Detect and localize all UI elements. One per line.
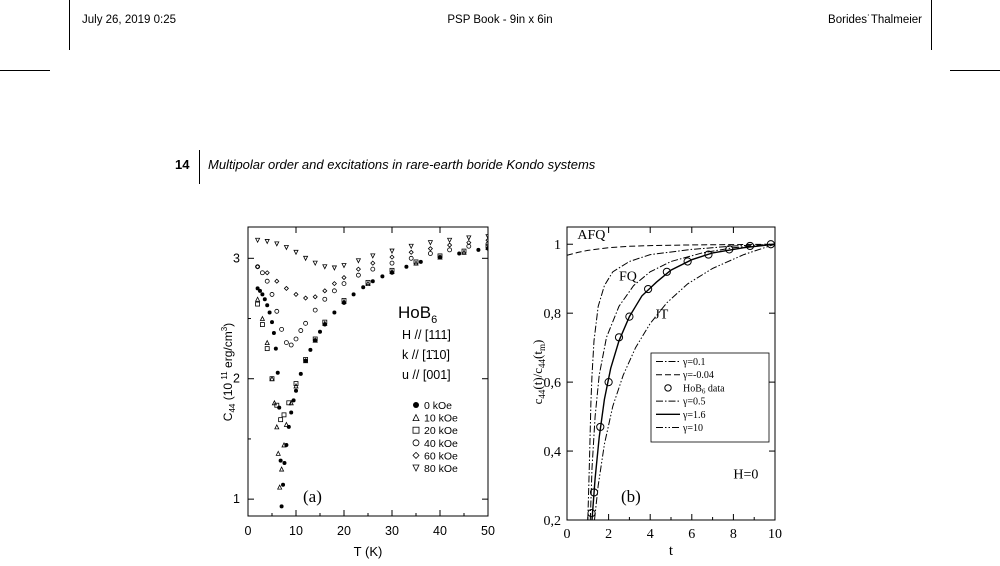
data-point bbox=[265, 279, 269, 283]
data-point bbox=[356, 267, 360, 271]
data-point bbox=[356, 273, 360, 277]
data-point bbox=[272, 331, 276, 335]
panel-a-xtick-label: 0 bbox=[244, 524, 252, 538]
data-point bbox=[332, 266, 336, 270]
data-point bbox=[278, 485, 282, 489]
legend-label-data: HoB$_6$ data bbox=[683, 383, 725, 396]
panel-b-xtick-label: 0 bbox=[563, 527, 571, 542]
data-point bbox=[413, 415, 419, 421]
data-point bbox=[323, 297, 327, 301]
data-point bbox=[284, 286, 288, 290]
data-point bbox=[275, 309, 279, 313]
data-point bbox=[419, 260, 423, 264]
panel-a-ytick-label: 1 bbox=[233, 492, 240, 507]
panel-a-xtick-label: 50 bbox=[481, 524, 495, 538]
data-point bbox=[366, 282, 370, 286]
data-point bbox=[390, 249, 394, 253]
data-point bbox=[342, 276, 346, 280]
legend-label: 80 kOe bbox=[424, 463, 458, 475]
data-point bbox=[265, 271, 269, 275]
legend-label: 60 kOe bbox=[424, 450, 458, 463]
data-point bbox=[304, 256, 308, 260]
annotation-afq: AFQ bbox=[577, 228, 606, 244]
data-point bbox=[258, 289, 262, 293]
data-point bbox=[413, 452, 419, 458]
data-point bbox=[265, 341, 269, 345]
series-60-koe bbox=[256, 238, 490, 300]
annotation-jt: JT bbox=[654, 307, 669, 323]
data-point bbox=[313, 308, 317, 312]
data-point bbox=[371, 279, 375, 283]
data-point bbox=[284, 422, 288, 426]
data-point bbox=[280, 327, 284, 331]
data-point bbox=[428, 251, 432, 255]
data-point bbox=[256, 302, 260, 306]
panel-b-label: (b) bbox=[621, 487, 641, 506]
data-point bbox=[588, 510, 595, 517]
data-point bbox=[256, 265, 260, 269]
data-point bbox=[304, 296, 308, 300]
running-header-file: Borides˙Thalmeier bbox=[828, 14, 922, 26]
legend-label: 20 kOe bbox=[424, 425, 458, 438]
panel-a-label: (a) bbox=[303, 487, 322, 506]
data-point bbox=[371, 261, 375, 265]
data-point bbox=[260, 323, 264, 327]
data-point bbox=[294, 250, 298, 254]
panel-b bbox=[530, 227, 782, 559]
data-point bbox=[274, 347, 278, 351]
material-label: HoB$_6$ bbox=[398, 303, 438, 326]
data-point bbox=[270, 292, 274, 296]
page-number: 14 bbox=[175, 157, 190, 172]
panel-b-ytick-label: 0,2 bbox=[543, 514, 561, 529]
data-point bbox=[260, 271, 264, 275]
data-point bbox=[294, 337, 298, 341]
panel-b-ytick-label: 0,6 bbox=[543, 376, 561, 392]
data-point bbox=[265, 303, 269, 307]
panel-b-xtick-label: 2 bbox=[605, 527, 613, 542]
data-point bbox=[260, 317, 264, 321]
data-point bbox=[413, 427, 419, 433]
curve-γ=-0.04 bbox=[567, 244, 775, 255]
data-point bbox=[275, 242, 279, 246]
legend-label: γ=-0.04 bbox=[683, 370, 714, 382]
data-point bbox=[276, 451, 280, 455]
panel-b-xlabel: t bbox=[668, 543, 674, 559]
data-point bbox=[299, 329, 303, 333]
data-point bbox=[404, 265, 408, 269]
data-point bbox=[448, 248, 452, 252]
data-point bbox=[413, 402, 419, 408]
data-point bbox=[361, 285, 365, 289]
panel-a-xtick-label: 30 bbox=[385, 524, 399, 538]
running-header-book: PSP Book - 9in x 6in bbox=[447, 14, 553, 26]
panel-b-ytick-label: 1 bbox=[554, 238, 561, 254]
data-point bbox=[371, 267, 375, 271]
data-point bbox=[304, 321, 308, 325]
data-point bbox=[467, 236, 471, 240]
data-point bbox=[289, 410, 293, 414]
data-point bbox=[414, 261, 418, 265]
data-point bbox=[284, 341, 288, 345]
data-point bbox=[318, 330, 322, 334]
data-point bbox=[282, 413, 286, 417]
data-point bbox=[356, 259, 360, 263]
data-point bbox=[287, 425, 291, 429]
panel-a-xtick-label: 10 bbox=[289, 524, 303, 538]
data-point bbox=[332, 289, 336, 293]
data-point bbox=[268, 310, 272, 314]
data-point bbox=[428, 241, 432, 245]
panel-a-ylabel: $C_{44}$ (10 $^{11}$ erg/$cm^3$) bbox=[220, 322, 237, 422]
data-point bbox=[313, 295, 317, 299]
data-point bbox=[299, 372, 303, 376]
data-point bbox=[263, 297, 267, 301]
data-point bbox=[284, 245, 288, 249]
data-point bbox=[371, 254, 375, 258]
legend-label: 40 kOe bbox=[424, 437, 458, 450]
data-point bbox=[270, 320, 274, 324]
panel-b-xtick-label: 10 bbox=[768, 527, 782, 542]
data-point bbox=[409, 250, 413, 254]
data-point bbox=[277, 406, 281, 410]
data-point bbox=[292, 398, 296, 402]
data-point bbox=[260, 292, 264, 296]
condition-wave-vector: k // [1̄10] bbox=[402, 348, 450, 362]
data-point bbox=[390, 255, 394, 259]
panel-a-ytick-label: 3 bbox=[233, 251, 240, 266]
legend-label: γ=10 bbox=[683, 423, 704, 434]
legend-label: γ=0.1 bbox=[683, 357, 706, 368]
data-point bbox=[280, 504, 284, 508]
annotation-h-0: H=0 bbox=[733, 467, 759, 483]
data-point bbox=[281, 483, 285, 487]
data-point bbox=[390, 261, 394, 265]
data-point bbox=[462, 250, 466, 254]
data-point bbox=[294, 389, 298, 393]
data-point bbox=[270, 377, 274, 381]
running-header-date: July 26, 2019 0:25 bbox=[82, 14, 176, 26]
data-point bbox=[275, 279, 279, 283]
annotation-fq: FQ bbox=[619, 269, 637, 285]
legend-label: γ=1.6 bbox=[683, 409, 706, 421]
legend-label: 0 kOe bbox=[424, 400, 453, 412]
data-point bbox=[380, 274, 384, 278]
panel-a-ytick-label: 2 bbox=[233, 371, 240, 386]
data-point bbox=[413, 465, 419, 471]
data-point bbox=[313, 261, 317, 265]
data-point bbox=[294, 292, 298, 296]
data-point bbox=[280, 467, 284, 471]
data-point bbox=[265, 347, 269, 351]
panel-b-xtick-label: 6 bbox=[688, 527, 696, 542]
panel-b-ytick-label: 0,8 bbox=[543, 307, 561, 323]
panel-a-ticks bbox=[233, 227, 495, 538]
condition-polarization: u // [001] bbox=[402, 368, 451, 382]
data-point bbox=[323, 289, 327, 293]
data-point bbox=[308, 348, 312, 352]
data-point bbox=[352, 292, 356, 296]
data-point bbox=[256, 238, 260, 242]
panel-b-xtick-label: 8 bbox=[729, 527, 737, 542]
panel-a-xtick-label: 40 bbox=[433, 524, 447, 538]
data-point bbox=[409, 244, 413, 248]
data-point bbox=[282, 461, 286, 465]
data-point bbox=[276, 371, 280, 375]
legend-label: 10 kOe bbox=[424, 412, 458, 425]
data-point bbox=[332, 310, 336, 314]
data-point bbox=[476, 248, 480, 252]
data-point bbox=[342, 264, 346, 268]
data-point bbox=[457, 251, 461, 255]
data-point bbox=[323, 265, 327, 269]
panel-a bbox=[220, 227, 495, 559]
running-chapter-title: Multipolar order and excitations in rare-earth boride Kondo systems bbox=[208, 157, 596, 172]
condition-field-direction: H // [111] bbox=[402, 328, 451, 342]
panel-b-ylabel: $c_{44}(t)/c_{44}(t_m)$ bbox=[530, 339, 547, 405]
data-point bbox=[289, 343, 293, 347]
panel-b-xtick-label: 4 bbox=[646, 527, 654, 542]
panel-b-ytick-label: 0,4 bbox=[543, 445, 561, 461]
panel-a-xtick-label: 20 bbox=[337, 524, 351, 538]
data-point bbox=[256, 297, 260, 301]
data-point bbox=[275, 425, 279, 429]
data-point bbox=[448, 243, 452, 247]
data-point bbox=[409, 256, 413, 260]
panel-b-legend-box bbox=[651, 353, 769, 442]
data-point bbox=[428, 247, 432, 251]
data-point bbox=[279, 459, 283, 463]
panel-a-legend bbox=[413, 400, 458, 475]
legend-label: γ=0.5 bbox=[683, 396, 706, 408]
data-point bbox=[294, 384, 298, 388]
data-point bbox=[265, 239, 269, 243]
data-point bbox=[279, 418, 283, 422]
data-point bbox=[342, 282, 346, 286]
data-point bbox=[413, 440, 419, 446]
data-point bbox=[448, 238, 452, 242]
panel-a-xlabel: T (K) bbox=[353, 544, 383, 559]
data-point bbox=[332, 282, 336, 286]
